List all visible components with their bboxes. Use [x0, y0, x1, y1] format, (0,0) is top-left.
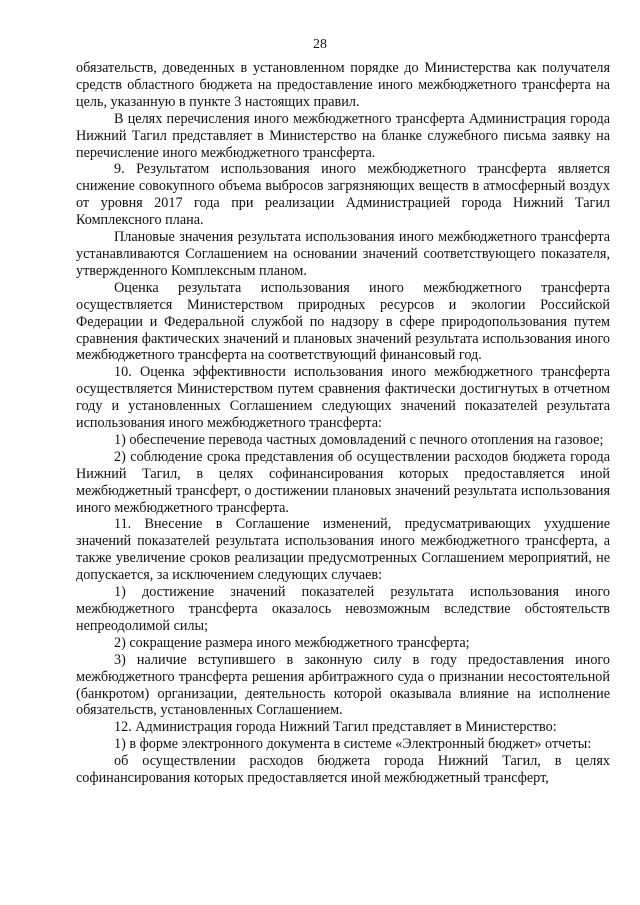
paragraph: 1) достижение значений показателей результата использования иного межбюджетного трансферта оказалось невозможным вследствие обстоятельств непреодолимой силы; — [76, 584, 610, 634]
paragraph: обязательств, доведенных в установленном порядке до Министерства как получателя средств областного бюджета на предоставление иного межбюджетного трансферта на цель, указанную в пункте 3 настоящих правил. — [76, 60, 610, 110]
paragraph: 10. Оценка эффективности использования иного межбюджетного трансферта осуществляется Министерством путем сравнения фактически достигнутых в отчетном году и установленных Соглашением следующих значений показателей результата использования иного межбюджетного трансферта: — [76, 364, 610, 432]
paragraph: 2) соблюдение срока представления об осуществлении расходов бюджета города Нижний Тагил, в целях софинансирования которых предоставляется иной межбюджетный трансферт, о достижении плановых значений результата использования иного межбюджетного трансферта. — [76, 448, 610, 516]
paragraph: 11. Внесение в Соглашение изменений, предусматривающих ухудшение значений показателей результата использования иного межбюджетного трансферта, а также увеличение сроков реализации предусмотренных Соглашением мероприятий, не допускается, за исключением следующих случаев: — [76, 516, 610, 584]
page-number: 28 — [313, 37, 327, 52]
document-body — [76, 60, 610, 787]
paragraph: 12. Администрация города Нижний Тагил представляет в Министерство: — [114, 719, 557, 736]
paragraph: об осуществлении расходов бюджета города Нижний Тагил, в целях софинансирования которых предоставляется иной межбюджетный трансферт, — [76, 753, 610, 787]
paragraph: 3) наличие вступившего в законную силу в году предоставления иного межбюджетного трансферта решения арбитражного суда о признании несостоятельной (банкротом) организации, деятельность которой оказывала влияние на исполнение обязательств, установленных Соглашением. — [76, 651, 610, 719]
paragraph: Оценка результата использования иного межбюджетного трансферта осуществляется Министерством природных ресурсов и экологии Российской Федерации и Федеральной службой по надзору в сфере природопользования путем сравнения фактических значений и плановых значений результата использования иного межбюджетного трансферта на соответствующий финансовый год. — [76, 279, 610, 364]
paragraph: 2) сокращение размера иного межбюджетного трансферта; — [114, 634, 470, 651]
paragraph: 1) в форме электронного документа в системе «Электронный бюджет» отчеты: — [114, 736, 592, 753]
paragraph: 1) обеспечение перевода частных домовладений с печного отопления на газовое; — [114, 431, 604, 448]
paragraph: Плановые значения результата использования иного межбюджетного трансферта устанавливаются Соглашением на основании значений соответствующего показателя, утвержденного Комплексным планом. — [76, 229, 610, 279]
paragraph: В целях перечисления иного межбюджетного трансферта Администрация города Нижний Тагил представляет в Министерство на бланке служебного письма заявку на перечисление иного межбюджетного трансферта. — [76, 110, 610, 161]
paragraph: 9. Результатом использования иного межбюджетного трансферта является снижение совокупного объема выбросов загрязняющих веществ в атмосферный воздух от уровня 2017 года при реализации Администрацией города Нижний Тагил Комплексного плана. — [76, 161, 610, 229]
